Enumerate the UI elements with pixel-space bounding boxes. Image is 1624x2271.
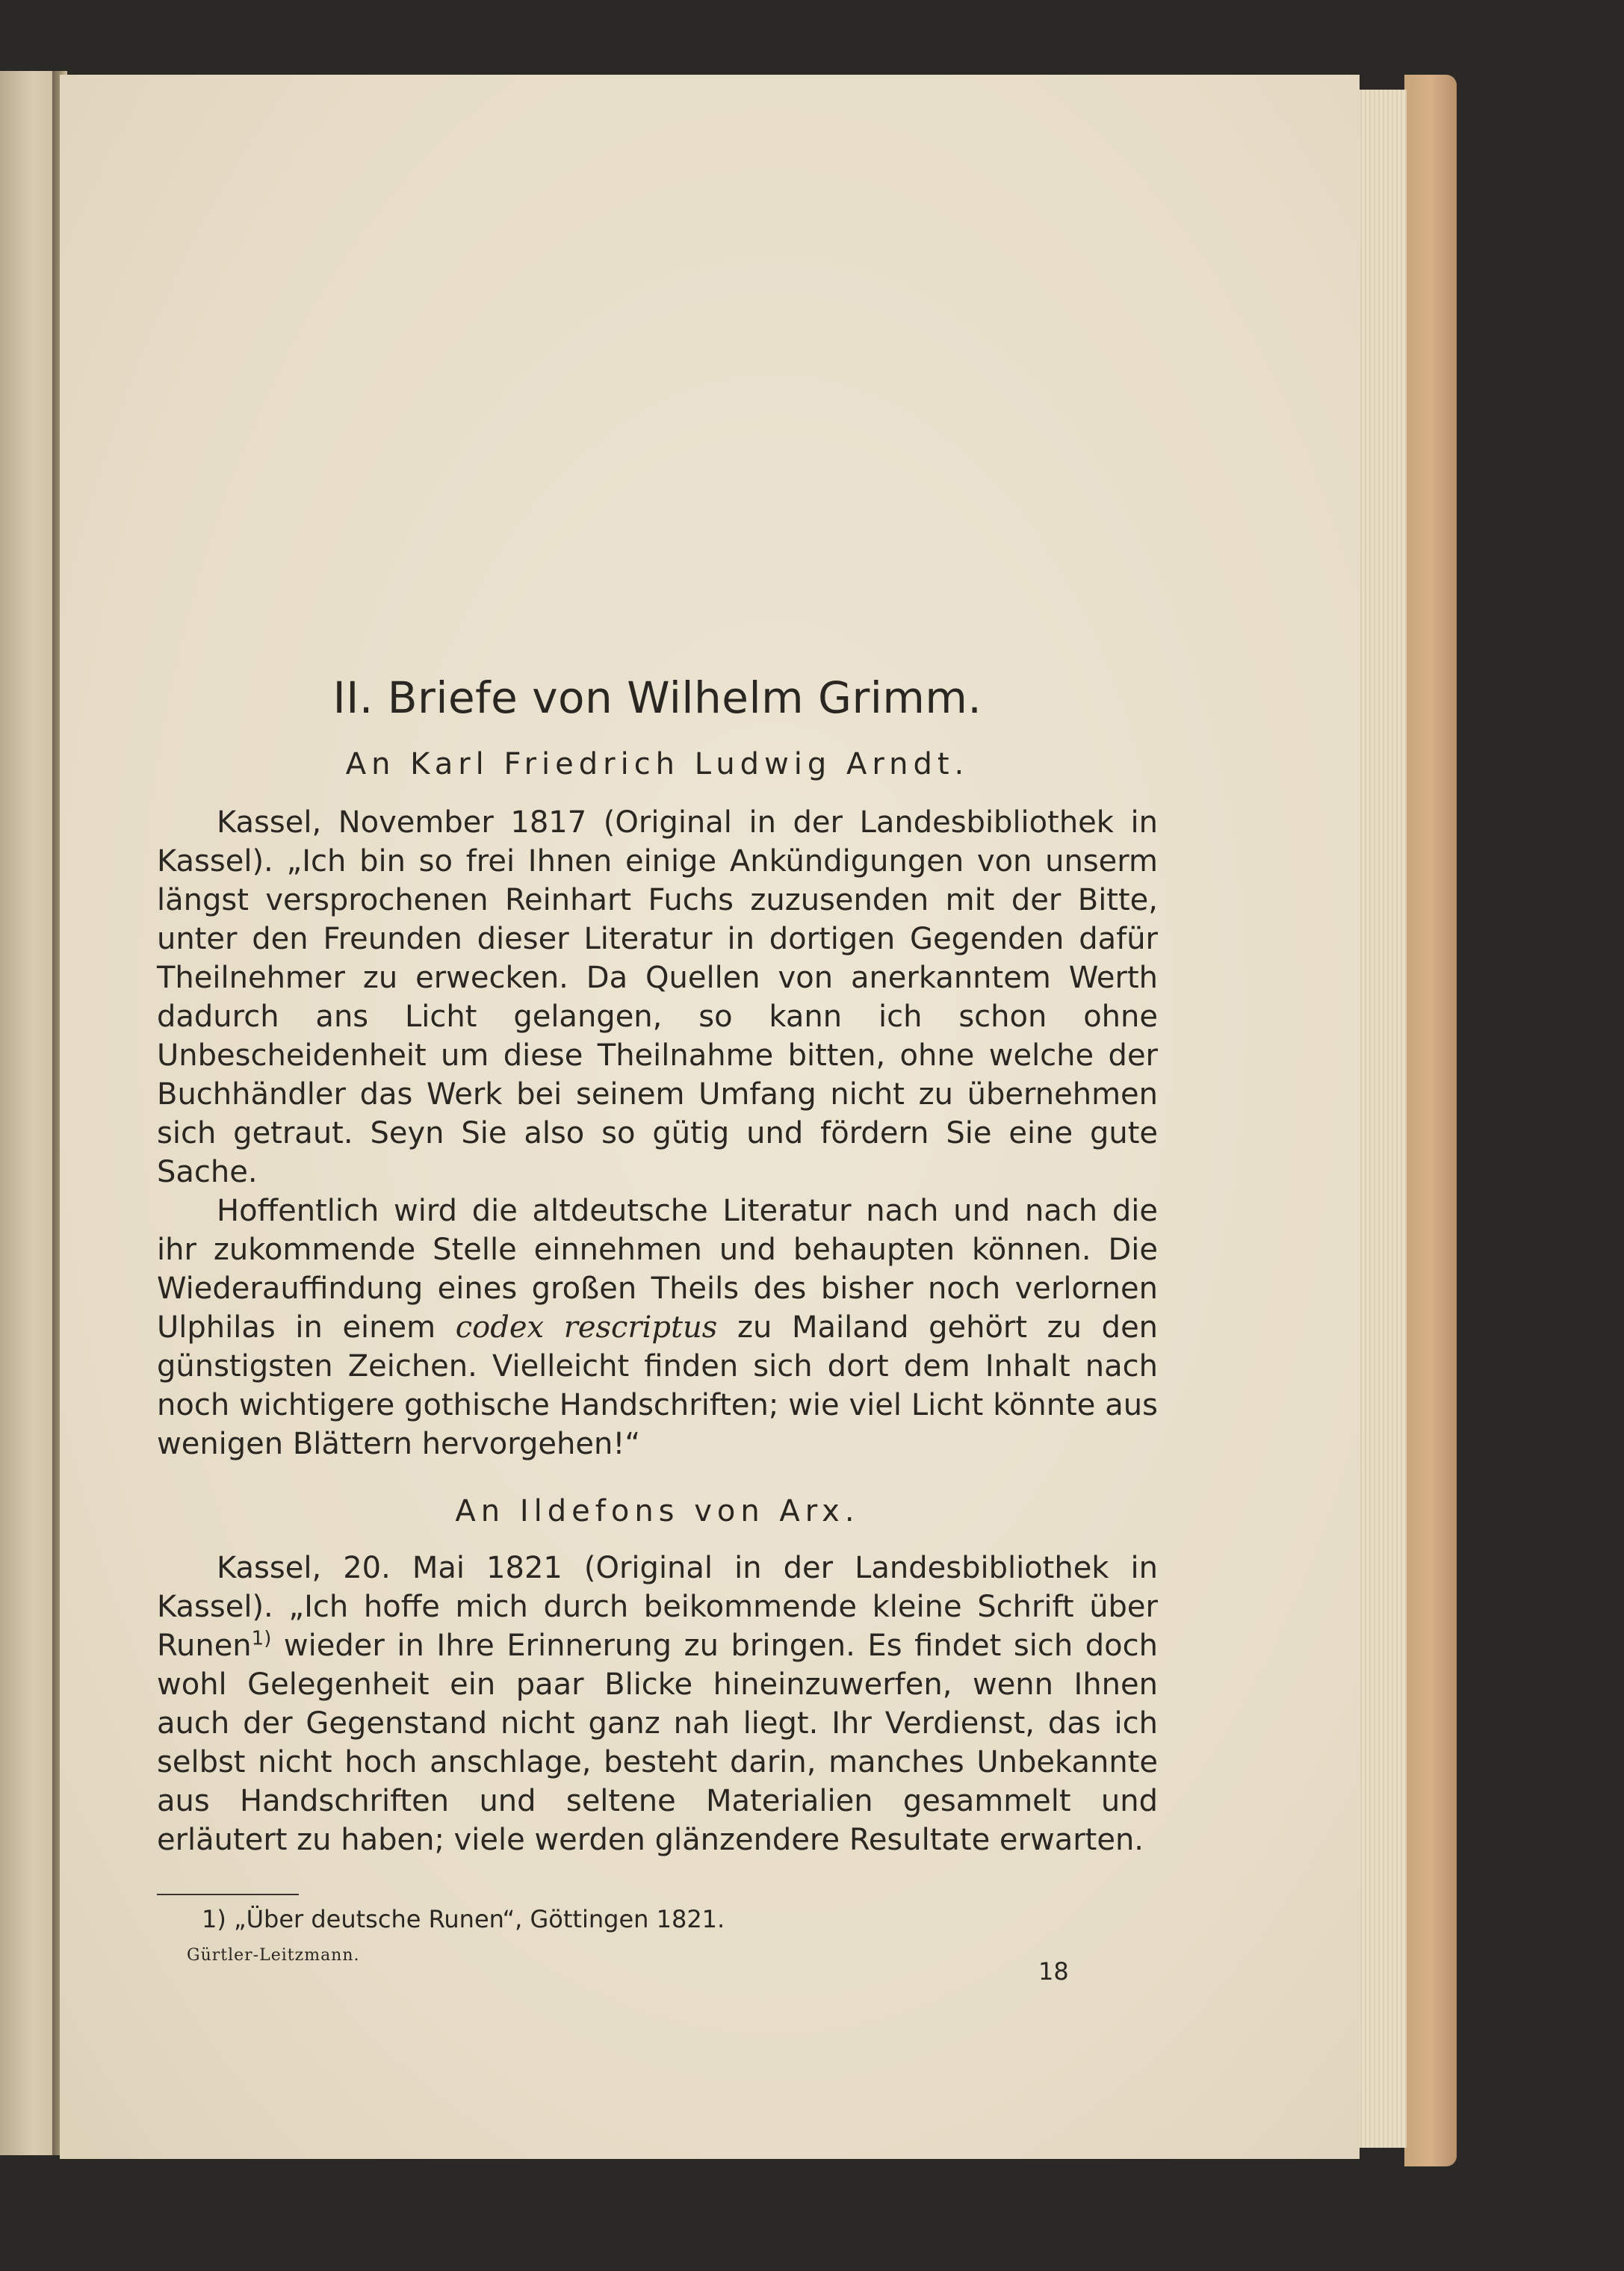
paragraph-arx-text-a: Kassel, 20. Mai 1821 (Original in der Landesbibliothek in Kassel). „Ich hoffe mich durch beikommende kleine Schrift über Runen bbox=[157, 1551, 1158, 1663]
chapter-title: II. Briefe von Wilhelm Grimm. bbox=[332, 672, 982, 723]
paragraph-arx-text-b: wieder in Ihre Erinnerung zu bringen. Es findet sich doch wohl Gelegenheit ein paar Blicke hineinzuwerfen, wenn Ihnen auch der Gegenstand nicht ganz nah liegt. Ihr Verdienst, das ich selbst nicht hoch anschlage, besteht darin, manches Unbekannte aus Handschriften und seltene Materialien gesammelt und erläutert zu haben; viele werden glänzendere Resultate erwarten. bbox=[157, 1629, 1158, 1857]
footnote: 1) „Über deutsche Runen“, Göttingen 1821. bbox=[202, 1905, 725, 1933]
paragraph-arndt-2-text-b: zu Mailand gehört zu den günstigsten Zeichen. Vielleicht finden sich dort dem Inhalt nach noch wichtigere gothische Handschriften; wie viel Licht könnte aus wenigen Blättern hervorgehen!“ bbox=[157, 1310, 1159, 1461]
codex-rescriptus-italic: codex rescriptus bbox=[455, 1310, 718, 1345]
page-number: 18 bbox=[1038, 1957, 1069, 1986]
letter-heading-arndt: An Karl Friedrich Ludwig Arndt. bbox=[345, 747, 970, 781]
letter-heading-arx: An Ildefons von Arx. bbox=[455, 1494, 860, 1528]
footnote-marker: 1) bbox=[251, 1627, 272, 1650]
signature-mark: Gürtler-Leitzmann. bbox=[187, 1946, 360, 1965]
paragraph-arndt-2 bbox=[157, 1192, 1158, 1463]
paragraph-arndt-1: Kassel, November 1817 (Original in der Landesbibliothek in Kassel). „Ich bin so frei Ihnen einige Ankündigungen von unserm längst versprochenen Reinhart Fuchs zuzusenden mit der Bitte, unter den Freunden dieser Literatur in dortigen Gegenden dafür Theilnehmer zu erwecken. Da Quellen von anerkanntem Werth dadurch ans Licht gelangen, so kann ich schon ohne Unbescheidenheit um diese Theilnahme bitten, ohne welche der Buchhändler das Werk bei seinem Umfang nicht zu übernehmen sich getraut. Seyn Sie also so gütig und fördern Sie eine gute Sache. bbox=[157, 805, 1158, 1189]
paragraph-arx bbox=[157, 1549, 1158, 1859]
paragraph-arndt-2-text-a: Hoffentlich wird die altdeutsche Literatur nach und nach die ihr zukommende Stelle einnehmen und behaupten können. Die Wiederauffindung eines großen Theils des bisher noch verlornen Ulphilas in einem bbox=[157, 1194, 1158, 1345]
book-cover-edge bbox=[1404, 75, 1457, 2166]
footnote-divider bbox=[157, 1894, 299, 1895]
book-page bbox=[60, 75, 1360, 2159]
